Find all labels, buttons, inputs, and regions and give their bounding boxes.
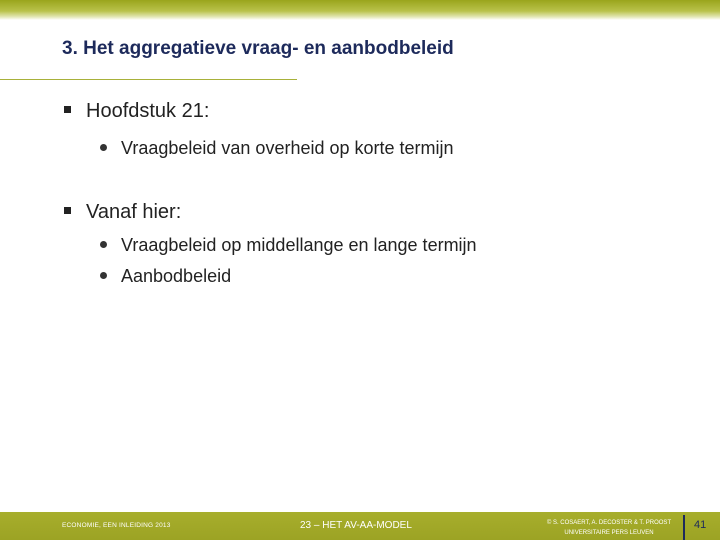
footer-bar [0, 512, 720, 540]
list-item-text: Vraagbeleid van overheid op korte termijn [121, 138, 454, 158]
page-number: 41 [694, 519, 707, 531]
footer-copyright-line-2: UNIVERSITAIRE PERS LEUVEN [564, 530, 654, 536]
slide-title: 3. Het aggregatieve vraag- en aanbodbeleid [62, 38, 454, 59]
list-item-text: Aanbodbeleid [121, 266, 232, 286]
footer-chapter-label: 23 – HET AV-AA-MODEL [300, 520, 412, 531]
footer-copyright [536, 518, 682, 538]
round-bullet-icon [100, 144, 107, 151]
footer-course-label: ECONOMIE, EEN INLEIDING 2013 [62, 522, 171, 529]
list-item [100, 266, 231, 287]
round-bullet-icon [100, 272, 107, 279]
round-bullet-icon [100, 241, 107, 248]
list-item-text: Vraagbeleid op middellange en lange termijn [121, 235, 477, 255]
footer-divider [683, 515, 685, 540]
footer-copyright-line-1: © S. COSAERT, A. DECOSTER & T. PROOST [546, 520, 672, 526]
square-bullet-icon [64, 207, 71, 214]
top-banner [0, 0, 720, 20]
section-heading [64, 100, 209, 123]
section-heading-text: Vanaf hier: [86, 201, 182, 223]
list-item [100, 235, 477, 256]
square-bullet-icon [64, 106, 71, 113]
section-heading-text: Hoofdstuk 21: [86, 100, 210, 122]
section-heading [64, 201, 181, 224]
list-item [100, 138, 454, 159]
title-underline [0, 79, 297, 80]
